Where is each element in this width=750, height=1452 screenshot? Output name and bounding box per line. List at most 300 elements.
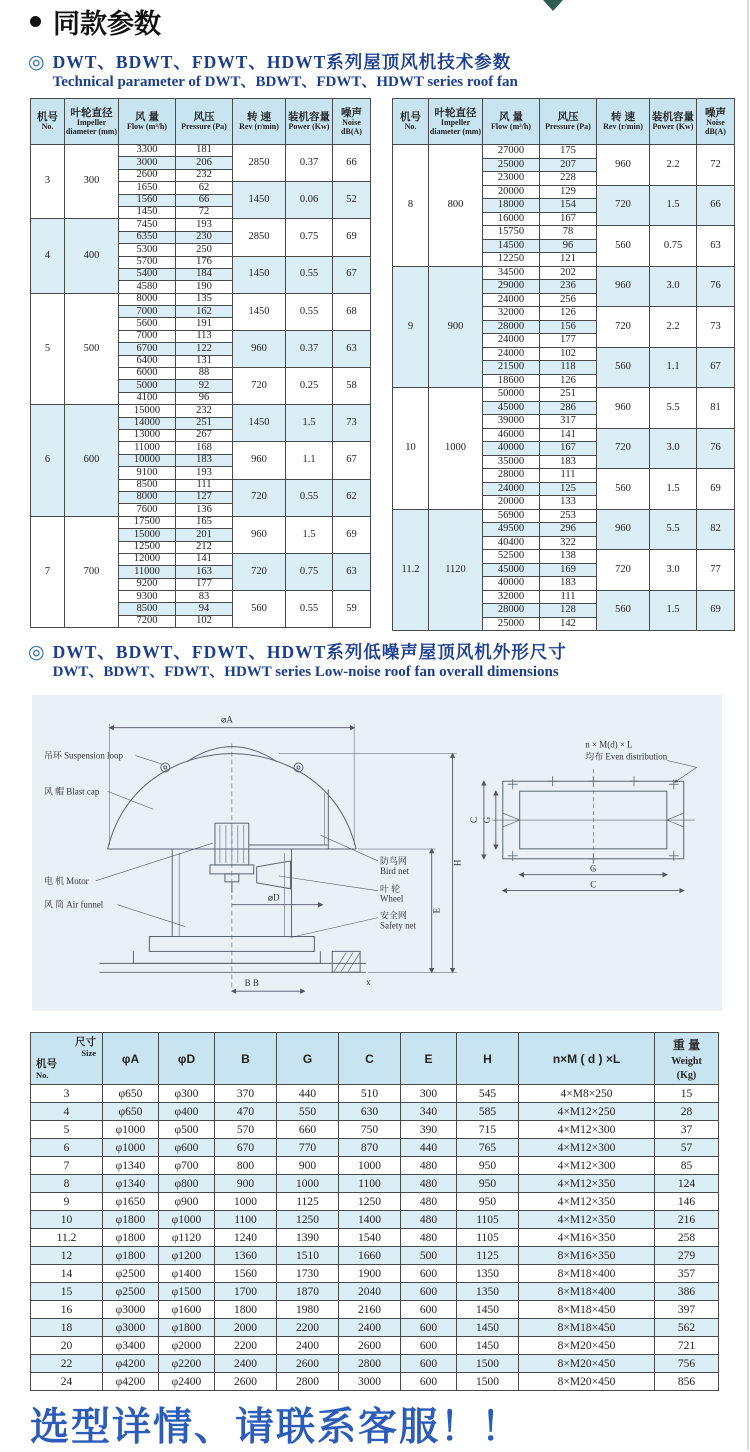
cell-e: 600 bbox=[401, 1265, 457, 1283]
cell-noise: 67 bbox=[697, 347, 735, 388]
cell-weight: 57 bbox=[655, 1139, 719, 1157]
cell-flow: 7200 bbox=[119, 615, 176, 627]
cell-b: 1360 bbox=[215, 1247, 277, 1265]
cell-bolts: 8×M20×450 bbox=[519, 1355, 655, 1373]
section-tech-params bbox=[28, 52, 518, 92]
cell-noise: 63 bbox=[333, 553, 371, 590]
cell-pressure: 131 bbox=[176, 355, 233, 367]
cell-pressure: 111 bbox=[176, 479, 233, 491]
cell-phi-a: φ1650 bbox=[103, 1193, 159, 1211]
cell-phi-a: φ2500 bbox=[103, 1265, 159, 1283]
cell-pressure: 184 bbox=[176, 268, 233, 280]
cell-phi-a: φ1340 bbox=[103, 1175, 159, 1193]
cell-power: 1.5 bbox=[650, 590, 697, 631]
cell-pressure: 92 bbox=[176, 380, 233, 392]
cell-flow: 20000 bbox=[483, 185, 540, 199]
cell-flow: 15750 bbox=[483, 226, 540, 240]
tech-table-left-body bbox=[31, 145, 371, 628]
col-header-noise: 噪声 Noise dB(A) bbox=[697, 99, 735, 145]
cell-flow: 7000 bbox=[119, 330, 176, 342]
cell-power: 5.5 bbox=[650, 509, 697, 550]
cell-flow: 6350 bbox=[119, 231, 176, 243]
tech-table-right bbox=[392, 98, 735, 631]
dim-row bbox=[31, 1265, 719, 1283]
cell-flow: 7600 bbox=[119, 504, 176, 516]
cell-flow: 14000 bbox=[119, 417, 176, 429]
cell-flow: 8500 bbox=[119, 603, 176, 615]
cell-noise: 73 bbox=[333, 405, 371, 442]
cell-flow: 45000 bbox=[483, 563, 540, 577]
cell-g: 2400 bbox=[277, 1337, 339, 1355]
cell-bolts: 4×M12×350 bbox=[519, 1175, 655, 1193]
dim-g-bottom-label: G bbox=[589, 863, 596, 874]
cell-pressure: 141 bbox=[176, 553, 233, 565]
cell-flow: 45000 bbox=[483, 401, 540, 415]
cell-weight: 15 bbox=[655, 1085, 719, 1103]
page-title: 同款参数 bbox=[53, 9, 161, 39]
cell-e: 600 bbox=[401, 1283, 457, 1301]
cell-bolts: 8×M16×350 bbox=[519, 1247, 655, 1265]
cell-power: 1.1 bbox=[650, 347, 697, 388]
cell-phi-d: φ600 bbox=[159, 1139, 215, 1157]
cell-bolts: 4×M12×250 bbox=[519, 1103, 655, 1121]
cell-pressure: 230 bbox=[176, 231, 233, 243]
cell-rev: 560 bbox=[597, 469, 650, 510]
cell-rev: 560 bbox=[597, 347, 650, 388]
col-header-flow: 风 量 Flow (m³/h) bbox=[483, 99, 540, 145]
cell-b: 1240 bbox=[215, 1229, 277, 1247]
dim-row bbox=[31, 1373, 719, 1391]
cell-no: 3 bbox=[31, 145, 65, 219]
cell-b: 670 bbox=[215, 1139, 277, 1157]
section1-title-en: Technical parameter of DWT、BDWT、FDWT、HDWT series roof fan bbox=[52, 74, 518, 90]
cell-pressure: 136 bbox=[176, 504, 233, 516]
col-header-pressure: 风压 Pressure (Pa) bbox=[540, 99, 597, 145]
cell-weight: 721 bbox=[655, 1337, 719, 1355]
cell-power: 0.06 bbox=[286, 182, 333, 219]
dim-row bbox=[31, 1337, 719, 1355]
cell-pressure: 133 bbox=[540, 496, 597, 510]
section2-title-zh: DWT、BDWT、FDWT、HDWT系列低噪声屋顶风机外形尺寸 bbox=[52, 642, 567, 662]
cell-phi-a: φ650 bbox=[103, 1085, 159, 1103]
cell-flow: 12250 bbox=[483, 253, 540, 267]
cell-phi-d: φ2400 bbox=[159, 1373, 215, 1391]
cell-rev: 1450 bbox=[233, 405, 286, 442]
cell-pressure: 212 bbox=[176, 541, 233, 553]
cell-pressure: 141 bbox=[540, 428, 597, 442]
cell-flow: 6400 bbox=[119, 355, 176, 367]
cell-flow: 9200 bbox=[119, 578, 176, 590]
cell-phi-d: φ1800 bbox=[159, 1319, 215, 1337]
cell-pressure: 128 bbox=[540, 604, 597, 618]
cell-power: 0.75 bbox=[650, 226, 697, 267]
cell-flow: 28000 bbox=[483, 469, 540, 483]
dim-row bbox=[31, 1085, 719, 1103]
tech-table-right-body bbox=[393, 145, 735, 631]
cell-noise: 81 bbox=[697, 388, 735, 429]
col-header-phi-a: φA bbox=[103, 1033, 159, 1085]
cell-power: 1.1 bbox=[286, 442, 333, 479]
label-blast-cap: 风 帽 Blast cap bbox=[43, 786, 100, 797]
cell-bolts: 8×M20×450 bbox=[519, 1337, 655, 1355]
cell-phi-d: φ900 bbox=[159, 1193, 215, 1211]
cell-flow: 40000 bbox=[483, 442, 540, 456]
cell-flow: 9100 bbox=[119, 467, 176, 479]
cell-flow: 50000 bbox=[483, 388, 540, 402]
cell-flow: 21500 bbox=[483, 361, 540, 375]
cell-pressure: 72 bbox=[176, 206, 233, 218]
cell-c: 1540 bbox=[339, 1229, 401, 1247]
cell-power: 1.5 bbox=[286, 516, 333, 553]
cell-bolts: 4×M12×350 bbox=[519, 1211, 655, 1229]
cell-flow: 5700 bbox=[119, 256, 176, 268]
bolt-spec-label: n × M(d) × L bbox=[584, 739, 633, 750]
cell-e: 340 bbox=[401, 1103, 457, 1121]
fan-top-view bbox=[468, 723, 723, 923]
cell-c: 1100 bbox=[339, 1175, 401, 1193]
cell-c: 1900 bbox=[339, 1265, 401, 1283]
cell-flow: 20000 bbox=[483, 496, 540, 510]
cell-g: 1390 bbox=[277, 1229, 339, 1247]
cell-pressure: 202 bbox=[540, 266, 597, 280]
cell-phi-a: φ2500 bbox=[103, 1283, 159, 1301]
cell-g: 770 bbox=[277, 1139, 339, 1157]
cell-weight: 146 bbox=[655, 1193, 719, 1211]
cell-rev: 960 bbox=[597, 145, 650, 186]
cell-phi-a: φ1800 bbox=[103, 1229, 159, 1247]
cell-c: 750 bbox=[339, 1121, 401, 1139]
dim-row bbox=[31, 1283, 719, 1301]
cell-e: 600 bbox=[401, 1373, 457, 1391]
cell-weight: 85 bbox=[655, 1157, 719, 1175]
dim-g-left-label: G bbox=[481, 816, 492, 824]
cell-flow: 5400 bbox=[119, 268, 176, 280]
cell-power: 0.55 bbox=[286, 293, 333, 330]
fan-side-view bbox=[38, 697, 466, 1007]
col-header-rev: 转 速 Rev (r/min) bbox=[233, 99, 286, 145]
cell-bolts: 8×M18×450 bbox=[519, 1301, 655, 1319]
cell-weight: 386 bbox=[655, 1283, 719, 1301]
cell-flow: 17500 bbox=[119, 516, 176, 528]
col-header-b: B bbox=[215, 1033, 277, 1085]
cell-power: 2.2 bbox=[650, 307, 697, 348]
cell-g: 1125 bbox=[277, 1193, 339, 1211]
cell-pressure: 121 bbox=[540, 253, 597, 267]
cell-flow: 16000 bbox=[483, 212, 540, 226]
cell-b: 2400 bbox=[215, 1355, 277, 1373]
cell-flow: 56900 bbox=[483, 509, 540, 523]
label-motor: 电 机 Motor bbox=[43, 875, 89, 886]
cell-pressure: 142 bbox=[540, 617, 597, 631]
dim-row bbox=[31, 1211, 719, 1229]
col-header-power: 装机容量 Power (Kw) bbox=[286, 99, 333, 145]
col-header-e: E bbox=[401, 1033, 457, 1085]
cell-pressure: 236 bbox=[540, 280, 597, 294]
cell-pressure: 135 bbox=[176, 293, 233, 305]
cell-pressure: 78 bbox=[540, 226, 597, 240]
cell-e: 480 bbox=[401, 1193, 457, 1211]
section-marker-icon: ◎ bbox=[28, 51, 45, 73]
cell-power: 1.5 bbox=[286, 405, 333, 442]
section2-title-en: DWT、BDWT、FDWT、HDWT series Low-noise roof fan overall dimensions bbox=[52, 664, 559, 680]
cell-power: 0.55 bbox=[286, 591, 333, 628]
cell-bolts: 4×M12×300 bbox=[519, 1139, 655, 1157]
cell-h: 950 bbox=[457, 1157, 519, 1175]
cell-flow: 9300 bbox=[119, 591, 176, 603]
dim-row bbox=[31, 1229, 719, 1247]
cell-diameter: 500 bbox=[65, 293, 119, 405]
cell-pressure: 175 bbox=[540, 145, 597, 159]
cell-g: 1870 bbox=[277, 1283, 339, 1301]
flange-outline bbox=[491, 769, 694, 870]
cell-flow: 25000 bbox=[483, 158, 540, 172]
cell-diameter: 1000 bbox=[429, 388, 483, 510]
tech-header-row bbox=[393, 99, 735, 145]
cell-flow: 11000 bbox=[119, 442, 176, 454]
cell-diameter: 700 bbox=[65, 516, 119, 628]
cell-no: 11.2 bbox=[31, 1229, 103, 1247]
cell-flow: 25000 bbox=[483, 617, 540, 631]
tech-row bbox=[31, 145, 371, 157]
cell-power: 3.0 bbox=[650, 266, 697, 307]
cell-no: 9 bbox=[393, 266, 429, 388]
cell-c: 1000 bbox=[339, 1157, 401, 1175]
cell-phi-a: φ650 bbox=[103, 1103, 159, 1121]
cell-noise: 77 bbox=[697, 550, 735, 591]
cell-phi-a: φ3400 bbox=[103, 1337, 159, 1355]
cell-no: 10 bbox=[393, 388, 429, 510]
cell-rev: 960 bbox=[597, 266, 650, 307]
cell-g: 660 bbox=[277, 1121, 339, 1139]
cell-no: 7 bbox=[31, 1157, 103, 1175]
dim-b-label: B B bbox=[244, 978, 259, 989]
cell-no: 4 bbox=[31, 1103, 103, 1121]
cell-noise: 63 bbox=[333, 330, 371, 367]
cell-pressure: 88 bbox=[176, 368, 233, 380]
cell-no: 18 bbox=[31, 1319, 103, 1337]
cell-noise: 69 bbox=[333, 219, 371, 256]
footer-notice: 选型详情、请联系客服！！ bbox=[30, 1406, 523, 1449]
cell-pressure: 113 bbox=[176, 330, 233, 342]
col-header-diameter: 叶轮直径 Impeller diameter (mm) bbox=[65, 99, 119, 145]
cell-bolts: 4×M12×300 bbox=[519, 1157, 655, 1175]
cell-rev: 960 bbox=[597, 509, 650, 550]
cell-flow: 23000 bbox=[483, 172, 540, 186]
cell-pressure: 228 bbox=[540, 172, 597, 186]
dim-row bbox=[31, 1301, 719, 1319]
cell-h: 585 bbox=[457, 1103, 519, 1121]
tech-row bbox=[31, 293, 371, 305]
cell-phi-a: φ1000 bbox=[103, 1121, 159, 1139]
cell-phi-d: φ1500 bbox=[159, 1283, 215, 1301]
page-edge-divider bbox=[747, 0, 749, 1450]
bullet-icon bbox=[30, 16, 41, 27]
cell-pressure: 177 bbox=[176, 578, 233, 590]
cell-g: 1250 bbox=[277, 1211, 339, 1229]
cell-noise: 59 bbox=[333, 591, 371, 628]
cell-flow: 24000 bbox=[483, 482, 540, 496]
cell-h: 715 bbox=[457, 1121, 519, 1139]
cell-h: 950 bbox=[457, 1175, 519, 1193]
dim-row bbox=[31, 1121, 719, 1139]
cell-rev: 960 bbox=[233, 330, 286, 367]
label-bird-net-en: Bird net bbox=[380, 865, 410, 876]
cell-weight: 856 bbox=[655, 1373, 719, 1391]
cell-flow: 52500 bbox=[483, 550, 540, 564]
cell-h: 1500 bbox=[457, 1355, 519, 1373]
cell-noise: 73 bbox=[697, 307, 735, 348]
cell-flow: 24000 bbox=[483, 293, 540, 307]
dim-x-label: x bbox=[366, 977, 371, 988]
cell-pressure: 165 bbox=[176, 516, 233, 528]
cell-e: 480 bbox=[401, 1175, 457, 1193]
cell-no: 11.2 bbox=[393, 509, 429, 631]
cell-pressure: 94 bbox=[176, 603, 233, 615]
cell-power: 0.55 bbox=[286, 256, 333, 293]
cell-no: 16 bbox=[31, 1301, 103, 1319]
cell-phi-d: φ500 bbox=[159, 1121, 215, 1139]
cell-diameter: 800 bbox=[429, 145, 483, 267]
tech-row bbox=[393, 509, 735, 523]
col-header-h: H bbox=[457, 1033, 519, 1085]
cell-pressure: 201 bbox=[176, 529, 233, 541]
tech-header-row bbox=[31, 99, 371, 145]
cell-phi-a: φ3000 bbox=[103, 1319, 159, 1337]
cell-weight: 124 bbox=[655, 1175, 719, 1193]
cell-g: 2200 bbox=[277, 1319, 339, 1337]
tech-row bbox=[31, 516, 371, 528]
cell-phi-d: φ1200 bbox=[159, 1247, 215, 1265]
cell-phi-a: φ1000 bbox=[103, 1139, 159, 1157]
cell-h: 1350 bbox=[457, 1265, 519, 1283]
cell-flow: 6700 bbox=[119, 343, 176, 355]
cell-pressure: 163 bbox=[176, 566, 233, 578]
cell-pressure: 167 bbox=[540, 212, 597, 226]
col-header-rev: 转 速 Rev (r/min) bbox=[597, 99, 650, 145]
cell-power: 1.5 bbox=[650, 469, 697, 510]
cell-phi-a: φ3000 bbox=[103, 1301, 159, 1319]
cell-h: 1125 bbox=[457, 1247, 519, 1265]
cell-weight: 562 bbox=[655, 1319, 719, 1337]
cell-rev: 1450 bbox=[233, 182, 286, 219]
cell-pressure: 102 bbox=[176, 615, 233, 627]
cell-c: 870 bbox=[339, 1139, 401, 1157]
cell-e: 480 bbox=[401, 1211, 457, 1229]
fan-technical-drawing bbox=[32, 695, 722, 1011]
label-air-funnel: 风 筒 Air funnel bbox=[43, 899, 104, 910]
cell-no: 5 bbox=[31, 293, 65, 405]
cell-noise: 72 bbox=[697, 145, 735, 186]
cell-rev: 1450 bbox=[233, 293, 286, 330]
cell-pressure: 127 bbox=[176, 491, 233, 503]
cell-e: 300 bbox=[401, 1085, 457, 1103]
cell-flow: 4100 bbox=[119, 392, 176, 404]
cell-noise: 69 bbox=[697, 590, 735, 631]
cell-flow: 18000 bbox=[483, 199, 540, 213]
cell-pressure: 176 bbox=[176, 256, 233, 268]
cell-weight: 28 bbox=[655, 1103, 719, 1121]
cell-noise: 66 bbox=[333, 145, 371, 182]
cell-bolts: 4×M12×300 bbox=[519, 1121, 655, 1139]
cell-flow: 24000 bbox=[483, 334, 540, 348]
cell-flow: 3300 bbox=[119, 145, 176, 157]
dim-row bbox=[31, 1319, 719, 1337]
cell-pressure: 256 bbox=[540, 293, 597, 307]
page-top-marker-icon bbox=[543, 0, 563, 11]
cell-pressure: 193 bbox=[176, 467, 233, 479]
cell-g: 900 bbox=[277, 1157, 339, 1175]
cell-c: 630 bbox=[339, 1103, 401, 1121]
dimensions-table-body bbox=[31, 1085, 719, 1391]
cell-e: 600 bbox=[401, 1355, 457, 1373]
cell-pressure: 126 bbox=[540, 374, 597, 388]
cell-noise: 58 bbox=[333, 368, 371, 405]
dim-c-bottom-label: C bbox=[589, 879, 596, 890]
cell-c: 1660 bbox=[339, 1247, 401, 1265]
cell-phi-d: φ1000 bbox=[159, 1211, 215, 1229]
cell-h: 1105 bbox=[457, 1229, 519, 1247]
cell-no: 8 bbox=[393, 145, 429, 267]
cell-b: 2600 bbox=[215, 1373, 277, 1391]
cell-power: 1.5 bbox=[650, 185, 697, 226]
cell-pressure: 83 bbox=[176, 591, 233, 603]
cell-noise: 69 bbox=[697, 469, 735, 510]
cell-c: 2800 bbox=[339, 1355, 401, 1373]
cell-no: 8 bbox=[31, 1175, 103, 1193]
cell-rev: 720 bbox=[597, 185, 650, 226]
cell-phi-d: φ700 bbox=[159, 1157, 215, 1175]
cell-b: 800 bbox=[215, 1157, 277, 1175]
cell-phi-d: φ1400 bbox=[159, 1265, 215, 1283]
cell-flow: 34500 bbox=[483, 266, 540, 280]
dim-row bbox=[31, 1157, 719, 1175]
cell-c: 1250 bbox=[339, 1193, 401, 1211]
cell-g: 1980 bbox=[277, 1301, 339, 1319]
cell-no: 6 bbox=[31, 1139, 103, 1157]
col-header-no: 机号 No. bbox=[393, 99, 429, 145]
cell-flow: 10000 bbox=[119, 454, 176, 466]
cell-flow: 5000 bbox=[119, 380, 176, 392]
cell-h: 950 bbox=[457, 1193, 519, 1211]
cell-weight: 279 bbox=[655, 1247, 719, 1265]
dim-row bbox=[31, 1247, 719, 1265]
cell-flow: 5600 bbox=[119, 318, 176, 330]
cell-flow: 12500 bbox=[119, 541, 176, 553]
col-header-flow: 风 量 Flow (m³/h) bbox=[119, 99, 176, 145]
cell-pressure: 118 bbox=[540, 361, 597, 375]
cell-flow: 8500 bbox=[119, 479, 176, 491]
cell-b: 1100 bbox=[215, 1211, 277, 1229]
cell-rev: 720 bbox=[597, 428, 650, 469]
cell-b: 900 bbox=[215, 1175, 277, 1193]
cell-e: 440 bbox=[401, 1139, 457, 1157]
label-suspension-loop: 吊环 Suspension loop bbox=[43, 750, 123, 761]
cell-diameter: 600 bbox=[65, 405, 119, 517]
cell-no: 10 bbox=[31, 1211, 103, 1229]
col-header-no: 机号 No. bbox=[31, 99, 65, 145]
cell-flow: 7000 bbox=[119, 306, 176, 318]
cell-flow: 13000 bbox=[119, 429, 176, 441]
cell-c: 2160 bbox=[339, 1301, 401, 1319]
label-wheel-zh: 叶 轮 bbox=[380, 883, 401, 894]
cell-pressure: 177 bbox=[540, 334, 597, 348]
label-safety-net-en: Safety net bbox=[380, 920, 416, 931]
cell-weight: 397 bbox=[655, 1301, 719, 1319]
cell-no: 22 bbox=[31, 1355, 103, 1373]
cell-e: 480 bbox=[401, 1157, 457, 1175]
cell-power: 0.25 bbox=[286, 368, 333, 405]
cell-weight: 37 bbox=[655, 1121, 719, 1139]
